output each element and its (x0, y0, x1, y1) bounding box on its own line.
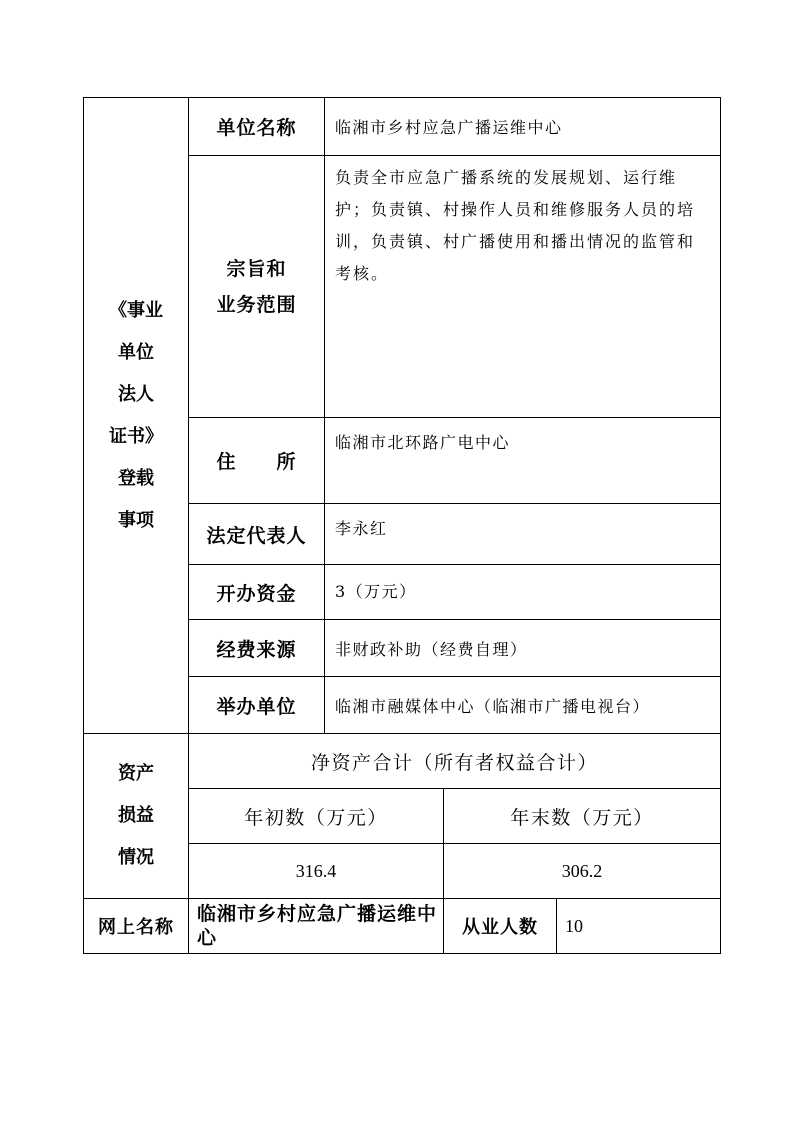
net-assets-header: 净资产合计（所有者权益合计） (189, 734, 721, 789)
row-unit-name (84, 98, 721, 156)
online-name-value: 临湘市乡村应急广播运维中心 (189, 899, 444, 954)
end-of-year-label: 年末数（万元） (444, 789, 721, 844)
unit-name-value: 临湘市乡村应急广播运维中心 (325, 98, 721, 156)
legal-rep-label: 法定代表人 (189, 504, 325, 565)
staff-count-label: 从业人数 (444, 899, 557, 954)
registration-side-label (84, 98, 189, 734)
staff-count-value: 10 (557, 899, 721, 954)
end-of-year-value: 306.2 (444, 844, 721, 899)
side-line: 资产 (118, 763, 154, 784)
sponsor-value: 临湘市融媒体中心（临湘市广播电视台） (325, 677, 721, 734)
scope-label (189, 156, 325, 418)
address-value: 临湘市北环路广电中心 (325, 418, 721, 504)
side-line: 登载 (118, 467, 154, 489)
address-label: 住 所 (189, 418, 325, 504)
side-line: 损益 (118, 805, 154, 826)
scope-label-line1: 宗旨和 (226, 257, 287, 280)
registration-form (83, 97, 720, 953)
form-table (83, 97, 721, 954)
unit-name-label: 单位名称 (189, 98, 325, 156)
capital-label: 开办资金 (189, 565, 325, 620)
funding-label: 经费来源 (189, 620, 325, 677)
assets-side-label (84, 734, 189, 899)
capital-value: 3（万元） (325, 565, 721, 620)
sponsor-label: 举办单位 (189, 677, 325, 734)
funding-value: 非财政补助（经费自理） (325, 620, 721, 677)
legal-rep-value: 李永红 (325, 504, 721, 565)
row-footer (84, 899, 721, 954)
side-line: 情况 (118, 847, 154, 868)
start-of-year-value: 316.4 (189, 844, 444, 899)
start-of-year-label: 年初数（万元） (189, 789, 444, 844)
side-line: 《事业 (109, 299, 163, 321)
side-line: 单位 (118, 341, 154, 363)
scope-value: 负责全市应急广播系统的发展规划、运行维护；负责镇、村操作人员和维修服务人员的培训，负责镇、村广播使用和播出情况的监管和考核。 (325, 156, 721, 418)
online-name-label: 网上名称 (84, 899, 189, 954)
scope-label-line2: 业务范围 (216, 293, 297, 316)
row-assets-header (84, 734, 721, 789)
side-line: 事项 (118, 509, 154, 531)
side-line: 法人 (118, 383, 154, 405)
side-line: 证书》 (109, 425, 163, 447)
